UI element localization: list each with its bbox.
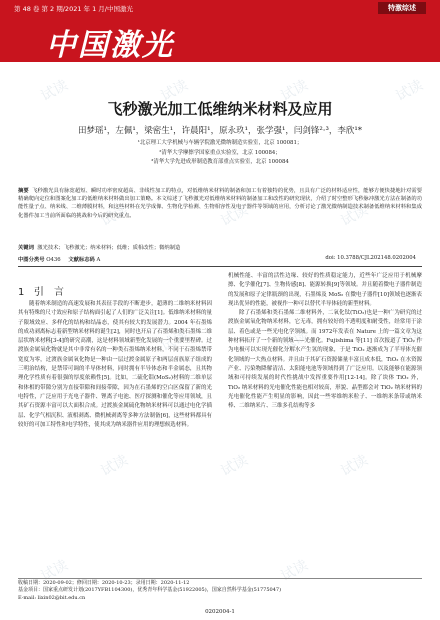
abstract-label: 摘要 [18,188,29,194]
watermark: 试读 [218,202,251,230]
watermark: 试读 [38,557,71,585]
paragraph: 除了石墨烯和类石墨烯二维材料外，二氧化钛(TiO₂)也是一种广为研究的过渡族金属氧化物纳米材料，它无毒，拥有较好的不透明度和耐受性，经常用于涂层、着色或是一些光电化学领域。而 1972年发表在 Nature 上的一篇文章为这种材料拓开了一个新的领域——光催化。Fujishima 等[11] 首次报道了 TiO₂ 作为电极可以实现光催化分解水产生氢的现象，于是 TiO₂ 逐渐成为了半导体光催化领域的一大热点材料。并且由于其矿石资源储量丰富且成本低，TiO₂ 在水资源产业、污染物降解清洁、太阳能电池等领域得到了广泛应用。以及能够在能源领域和可持续发展的时代性挑战中发挥重要作用[12-14]。除了块体 TiO₂ 外，TiO₂ 纳米材料的光电催化性能也相对较高，形貌、晶型都会对 TiO₂ 纳米材料的光电催化性能产生明显的影响，因此一些零维纳米粒子、一维纳米条带或纳米棒、二维纳米片、三维多孔结构等多 [228,310,422,410]
section-number: 1 [18,287,25,298]
abstract [18,187,422,220]
classification-line [18,255,422,263]
doc-code: A [96,257,101,263]
affiliation-1: ¹北京理工大学机械与车辆学院激光微纳制造实验室，北京 100081； [137,140,303,146]
watermark: 试读 [393,327,426,355]
watermark: 试读 [278,557,311,585]
watermark: 试读 [98,452,131,480]
watermark: 试读 [393,77,426,105]
watermark: 试读 [38,327,71,355]
article-title: 飞秒激光加工低维纳米材料及应用 [107,100,333,118]
section-title: 引 言 [33,287,64,298]
watermark: 试读 [338,452,371,480]
affiliation-2: ²清华大学摩擦学国家重点实验室，北京 100084； [159,149,281,156]
paragraph: 机械性能、丰富的活性边缘、较好的性质稳定能力，近些年广泛应用于机械摩擦、化学催化[7]、生物传感[8]、能源转换[9]等领域。并且随着微电子器件制造的发展和原子定律瓶颈的出现，石墨烯及 MoS₂ 在微电子器件[10]领域也逐渐表现出优异的性能，被视作一种可以替代半导体硅的新型材料。 [228,273,422,307]
keywords-label: 关键词 [18,245,34,251]
clc-code: O436 [46,257,61,263]
footnote [18,580,422,602]
journal-header [0,0,440,62]
doi: doi: 10.3788/CJL202148.0202004 [325,255,416,261]
keywords [18,244,422,252]
issue-info: 第 48 卷 第 2 期/2021 年 1 月/中国激光 [14,5,133,13]
watermark: 试读 [158,77,191,105]
section-heading [18,283,64,298]
paragraph: 随着纳米制造的高速发展和其表征手段的不断进步，超薄的二维纳米材料因其有特殊的尺寸效应和原子结构面引起了人们的广泛关注[1]。低维纳米材料的量子限域效应、多样化的结构和结晶态，使其有较大的发展潜力。2004 年石墨烯的成功剥离标志着新型纳米材料的诞生[2]，同时也开启了石墨烯和类石墨烯二维层状纳米材料[3-4]的研究高潮，这是材料领域新型化发展的一个重要里程碑。过渡族金属氧化物就是其中非常有名的一种类石墨烯纳米材料，不同于石墨烯禁带宽度为零，过渡族金属氧化物是一种由一层过渡金属原子和两层卤族原子组成的三明治结构，是禁带可调的半导体材料，同时拥有半导体态和半金属态，且其物理化学性质有着很强的厚度依赖性[5]。比如，二硫化钼(MoS₂)材料的二维单层和体相的带隙分别为直接带隙和间接带隙，因为在石墨烯的空白区保留了新的光电特性，广泛应用于光电子器件、锂离子电池、医疗探测和催化等应用领域，且其矿石资源丰富可以大面积合成。过渡族金属硫化物纳米材料可以通过电化学插层、化学气相沉积、液相剥离、微机械剥离等多种方法制备[6]，这些材料都具有较好的可加工特性和电学特性，使其成为纳米器件应用的理想候选材料。 [18,301,212,428]
watermark: 试读 [338,202,371,230]
email: E-mail: lixin02@bit.edu.cn [18,594,86,601]
affiliation-3: ³清华大学先进成形制造教育部重点实验室，北京 100084 [151,159,289,166]
funding: 基金项目：国家重点研发计划(2017YFB1104300)，优秀青年科学基金(51922005)，国家自然科学基金(51775047) [18,587,282,594]
watermark: 试读 [98,202,131,230]
page-number: 0202004-1 [205,609,235,615]
watermark: 试读 [38,77,71,105]
doc-code-label: 文献标志码 [68,257,95,263]
received-dates: 收稿日期：2020-09-02；修回日期：2020-10-23；录用日期：2020-11-12 [18,580,190,586]
watermark: 试读 [278,327,311,355]
footnote-divider [18,578,422,579]
journal-logo: 中国激光 [46,28,174,63]
body-column-left [18,300,212,430]
keywords-text: 激光技术；飞秒激光；纳米材料；低维；质相改性；微纳制造 [37,245,181,251]
watermark: 试读 [278,77,311,105]
abstract-text: 飞秒激光具有脉宽超短、瞬时功率密度超高、非线性加工的特点，对低维纳米材料的制备和加工有着独特的优势，且具有广泛的材料适应性，能够方便快捷地针对需要精确爬向定位和图案化加工的低维纳米材料做出加工策略。本文综述了飞秒激光对低维纳米材料的制备加工和改性的研究现状，介绍了时空整形飞秒脉冲激光方法在制备的功能性量子点、纳米线、二维薄膜材料，和这些材料在光学成像、生物化学检测、生物相容性及电子器件等领域的应用，分析讨论了激光微纳制造技术制备低维纳米材料和集成化器件加工当前所面临的挑战和今后的研究重点。 [18,188,422,219]
watermark: 试读 [218,452,251,480]
clc-label: 中图分类号 [18,257,45,263]
affiliations [0,139,440,168]
watermark: 试读 [158,327,191,355]
divider [18,266,422,267]
body-column-right [228,272,422,411]
author-list: 田梦瑶¹，左佩¹，梁密生¹，许晨阳¹，原永玖¹，张学强¹，闫剑锋²·³，李欣¹* [77,126,363,136]
section-tag: 特激综述 [378,2,426,14]
